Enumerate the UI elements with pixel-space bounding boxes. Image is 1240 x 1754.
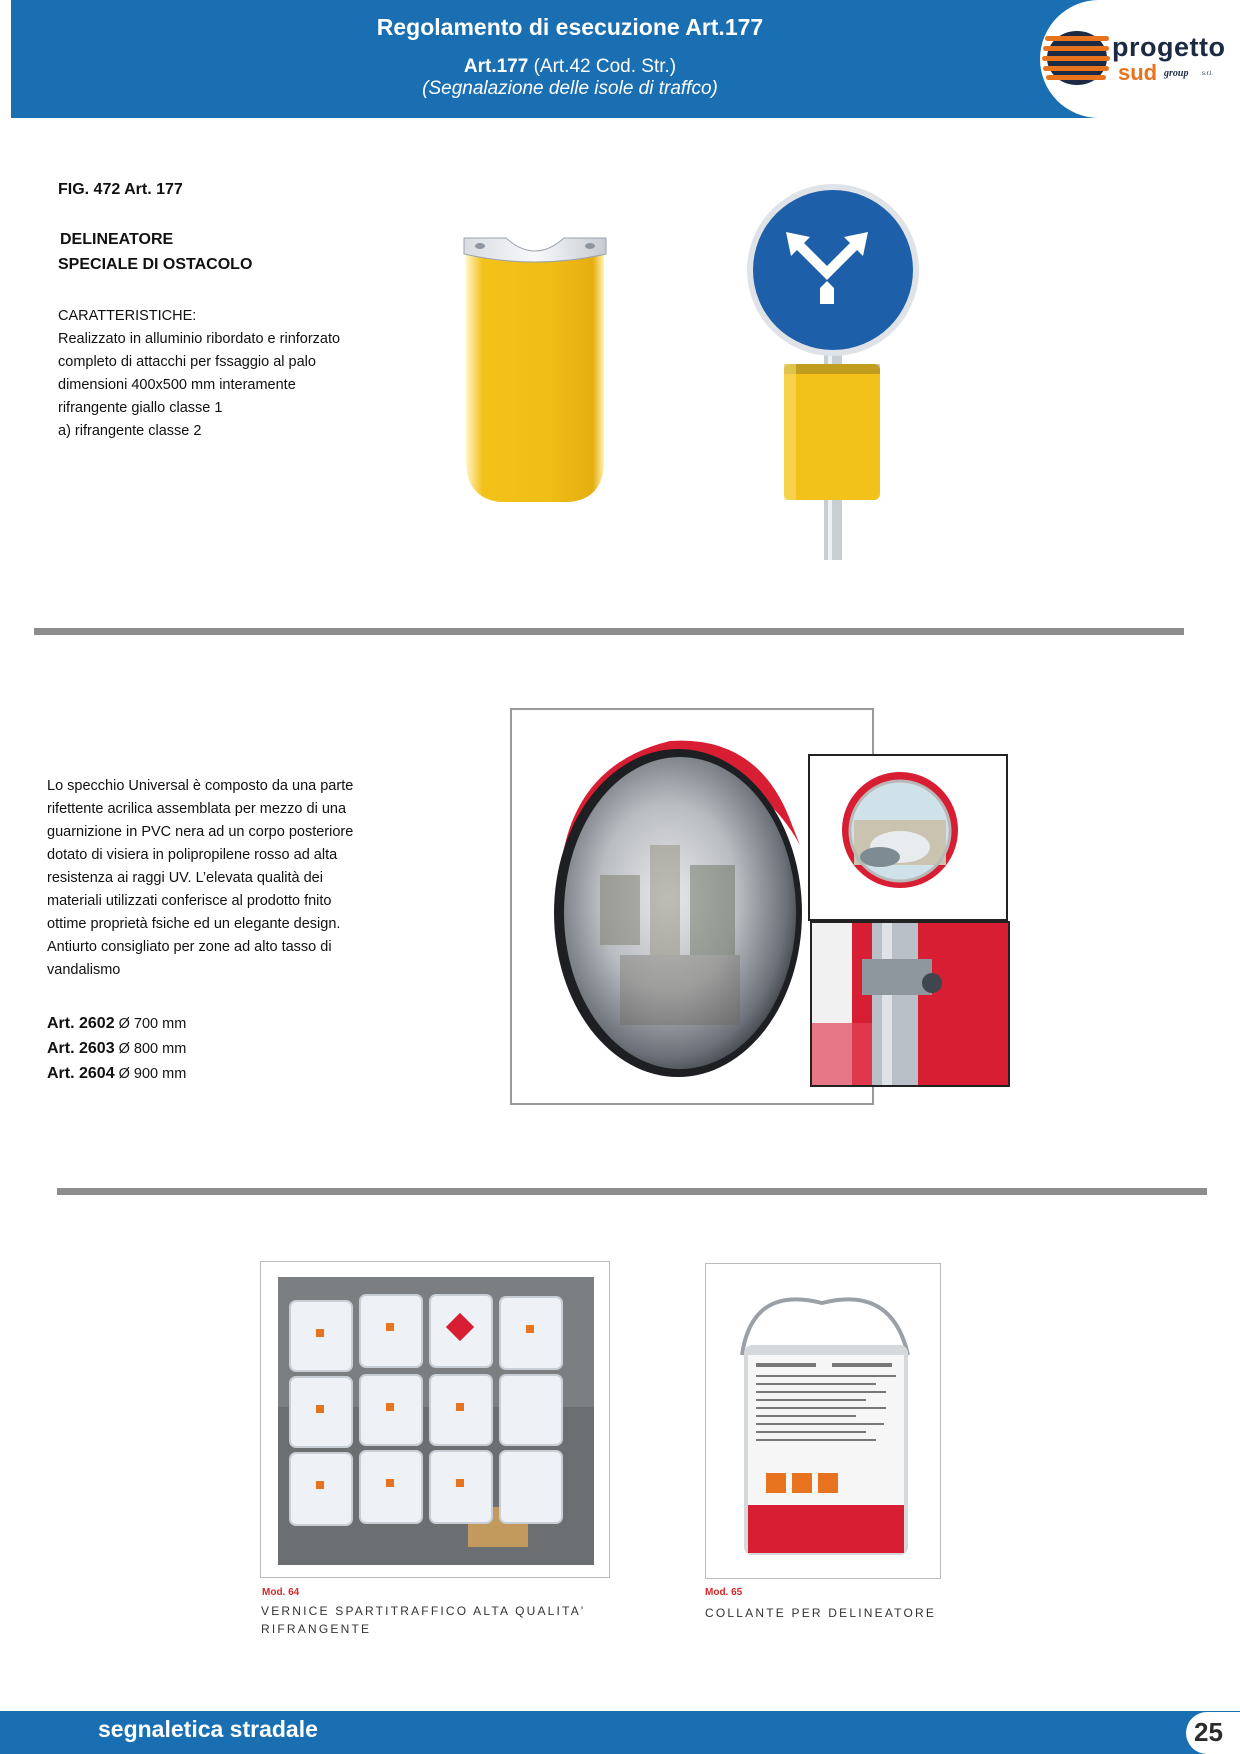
caption-line: VERNICE SPARTITRAFFICO ALTA QUALITA' <box>261 1604 586 1618</box>
logo-text-group: group <box>1164 68 1189 79</box>
footer-title: segnaletica stradale <box>98 1716 318 1742</box>
mirror-bracket-image <box>812 923 1008 1085</box>
figure-label: FIG. 472 Art. 177 <box>58 181 183 198</box>
product-caption <box>261 1602 591 1638</box>
logo-sphere-icon <box>1042 28 1112 88</box>
mirror-inset-image <box>840 765 970 895</box>
mod-code: Mod. 65 <box>705 1587 743 1598</box>
article-size: Ø 700 mm <box>114 1016 187 1032</box>
features-list <box>58 305 340 443</box>
section-divider <box>34 628 1184 635</box>
header-subtitle-italic: (Segnalazione delle isole di traffco) <box>422 78 718 99</box>
caption-line: COLLANTE PER DELINEATORE <box>705 1606 937 1620</box>
article-size: Ø 800 mm <box>114 1041 187 1057</box>
section-divider <box>57 1188 1207 1195</box>
feature-line: a) rifrangente classe 2 <box>58 423 202 439</box>
description-line: dotato di visiera in polipropilene rosso ad alta <box>47 847 338 863</box>
article-code: Art. 2604 <box>47 1065 115 1082</box>
header-subtitle <box>0 56 1140 78</box>
logo-text-progetto: progetto <box>1112 32 1226 62</box>
article-line <box>47 1040 186 1058</box>
convex-mirror-image <box>530 735 810 1085</box>
description-line: materiali utilizzati conferisce al prodotto fnito <box>47 893 332 909</box>
description-line: guarnizione in PVC nera ad un corpo posteriore <box>47 824 354 840</box>
paint-buckets-image <box>278 1277 594 1565</box>
product-title-line1: DELINEATORE <box>60 231 174 248</box>
glue-can-image <box>722 1295 928 1565</box>
page-number: 25 <box>1194 1717 1223 1747</box>
feature-line: Realizzato in alluminio ribordato e rinforzato <box>58 331 341 347</box>
article-size: Ø 900 mm <box>114 1066 187 1082</box>
page-title: Regolamento di esecuzione Art.177 <box>376 14 764 40</box>
header-subtitle-code: (Art.42 Cod. Str.) <box>528 56 677 77</box>
delineator-panel-image <box>460 236 610 508</box>
product-title-line2: SPECIALE DI OSTACOLO <box>58 256 253 273</box>
features-heading: CARATTERISTICHE: <box>58 308 197 324</box>
feature-line: rifrangente giallo classe 1 <box>58 400 223 416</box>
product-caption <box>705 1604 965 1622</box>
description-line: ottime proprietà fsiche ed un elegante design. <box>47 916 341 932</box>
description-line: rifettente acrilica assemblata per mezzo di una <box>47 801 347 817</box>
keep-left-right-sign-image <box>740 180 930 580</box>
feature-line: completo di attacchi per fssaggio al palo <box>58 354 316 370</box>
mod-code: Mod. 64 <box>262 1587 300 1598</box>
feature-line: dimensioni 400x500 mm interamente <box>58 377 296 393</box>
description-line: Antiurto consigliato per zone ad alto tasso di <box>47 939 332 955</box>
article-code: Art. 2603 <box>47 1040 115 1057</box>
header-subtitle-article: Art.177 <box>463 56 529 77</box>
article-line <box>47 1015 186 1033</box>
article-code: Art. 2602 <box>47 1015 115 1032</box>
mirror-description <box>47 775 377 982</box>
logo-text-srl: s.r.l. <box>1202 71 1214 77</box>
description-line: Lo specchio Universal è composto da una parte <box>47 778 354 794</box>
description-line: vandalismo <box>47 962 121 978</box>
article-line <box>47 1065 186 1083</box>
description-line: resistenza ai raggi UV. L’elevata qualità dei <box>47 870 323 886</box>
caption-line: RIFRANGENTE <box>261 1622 372 1636</box>
logo-text-sud: sud <box>1118 60 1158 85</box>
